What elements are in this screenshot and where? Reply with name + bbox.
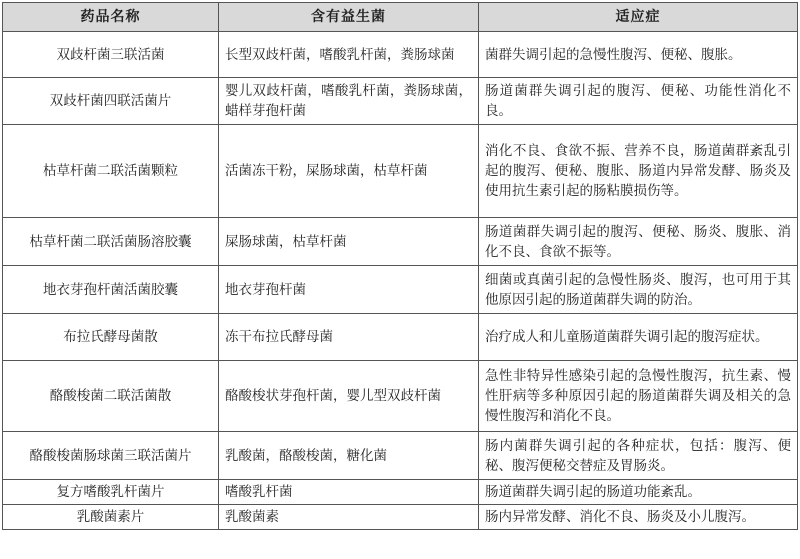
drug-name-cell: 乳酸菌素片 — [3, 505, 219, 530]
drug-name-cell: 枯草杆菌二联活菌肠溶胶囊 — [3, 218, 219, 266]
table-row — [3, 480, 798, 505]
table-row — [3, 218, 798, 266]
indication-cell: 细菌或真菌引起的急慢性肠炎、腹泻，也可用于其他原因引起的肠道菌群失调的防治。 — [479, 266, 798, 314]
indication-cell: 肠内异常发酵、消化不良、肠炎及小儿腹泻。 — [479, 505, 798, 530]
header-probiotics: 含有益生菌 — [219, 3, 479, 32]
indication-cell: 菌群失调引起的急慢性腹泻、便秘、腹胀。 — [479, 32, 798, 78]
indication-cell: 治疗成人和儿童肠道菌群失调引起的腹泻症状。 — [479, 314, 798, 361]
drug-name-cell: 酪酸梭菌肠球菌三联活菌片 — [3, 432, 219, 480]
drug-name-cell: 复方嗜酸乳杆菌片 — [3, 480, 219, 505]
drug-name-cell: 酪酸梭菌二联活菌散 — [3, 361, 219, 432]
indication-cell: 消化不良、食欲不振、营养不良，肠道菌群紊乱引起的腹泻、便秘、腹胀、肠道内异常发酵、肠炎及使用抗生素引起的肠粘膜损伤等。 — [479, 125, 798, 218]
probiotics-cell: 长型双歧杆菌，嗜酸乳杆菌，粪肠球菌 — [219, 32, 479, 78]
probiotics-cell: 屎肠球菌，枯草杆菌 — [219, 218, 479, 266]
drug-name-cell: 布拉氏酵母菌散 — [3, 314, 219, 361]
table-row — [3, 361, 798, 432]
table-row — [3, 505, 798, 530]
table-row — [3, 32, 798, 78]
indication-cell: 肠道菌群失调引起的腹泻、便秘、功能性消化不良。 — [479, 78, 798, 125]
table-row — [3, 125, 798, 218]
table-row — [3, 266, 798, 314]
indication-cell: 急性非特异性感染引起的急慢性腹泻，抗生素、慢性肝病等多种原因引起的肠道菌群失调及相关的急慢性腹泻和消化不良。 — [479, 361, 798, 432]
drug-name-cell: 地衣芽孢杆菌活菌胶囊 — [3, 266, 219, 314]
probiotics-cell: 活菌冻干粉，屎肠球菌，枯草杆菌 — [219, 125, 479, 218]
probiotics-cell: 乳酸菌素 — [219, 505, 479, 530]
indication-cell: 肠道菌群失调引起的腹泻、便秘、肠炎、腹胀、消化不良、食欲不振等。 — [479, 218, 798, 266]
table-row — [3, 432, 798, 480]
indication-cell: 肠内菌群失调引起的各种症状，包括：腹泻、便秘、腹泻便秘交替症及胃肠炎。 — [479, 432, 798, 480]
probiotics-cell: 嗜酸乳杆菌 — [219, 480, 479, 505]
probiotics-cell: 酪酸梭状芽孢杆菌，婴儿型双歧杆菌 — [219, 361, 479, 432]
probiotics-drug-table — [2, 2, 798, 530]
probiotics-cell: 冻干布拉氏酵母菌 — [219, 314, 479, 361]
probiotics-cell: 地衣芽孢杆菌 — [219, 266, 479, 314]
table-header-row — [3, 3, 798, 32]
drug-name-cell: 双歧杆菌三联活菌 — [3, 32, 219, 78]
probiotics-cell: 婴儿双歧杆菌，嗜酸乳杆菌，粪肠球菌，蜡样芽孢杆菌 — [219, 78, 479, 125]
indication-cell: 肠道菌群失调引起的肠道功能紊乱。 — [479, 480, 798, 505]
table-row — [3, 314, 798, 361]
probiotics-drug-table-container — [2, 2, 797, 530]
header-drug-name: 药品名称 — [3, 3, 219, 32]
drug-name-cell: 双歧杆菌四联活菌片 — [3, 78, 219, 125]
table-row — [3, 78, 798, 125]
header-indications: 适应症 — [479, 3, 798, 32]
probiotics-cell: 乳酸菌，酪酸梭菌，糖化菌 — [219, 432, 479, 480]
drug-name-cell: 枯草杆菌二联活菌颗粒 — [3, 125, 219, 218]
